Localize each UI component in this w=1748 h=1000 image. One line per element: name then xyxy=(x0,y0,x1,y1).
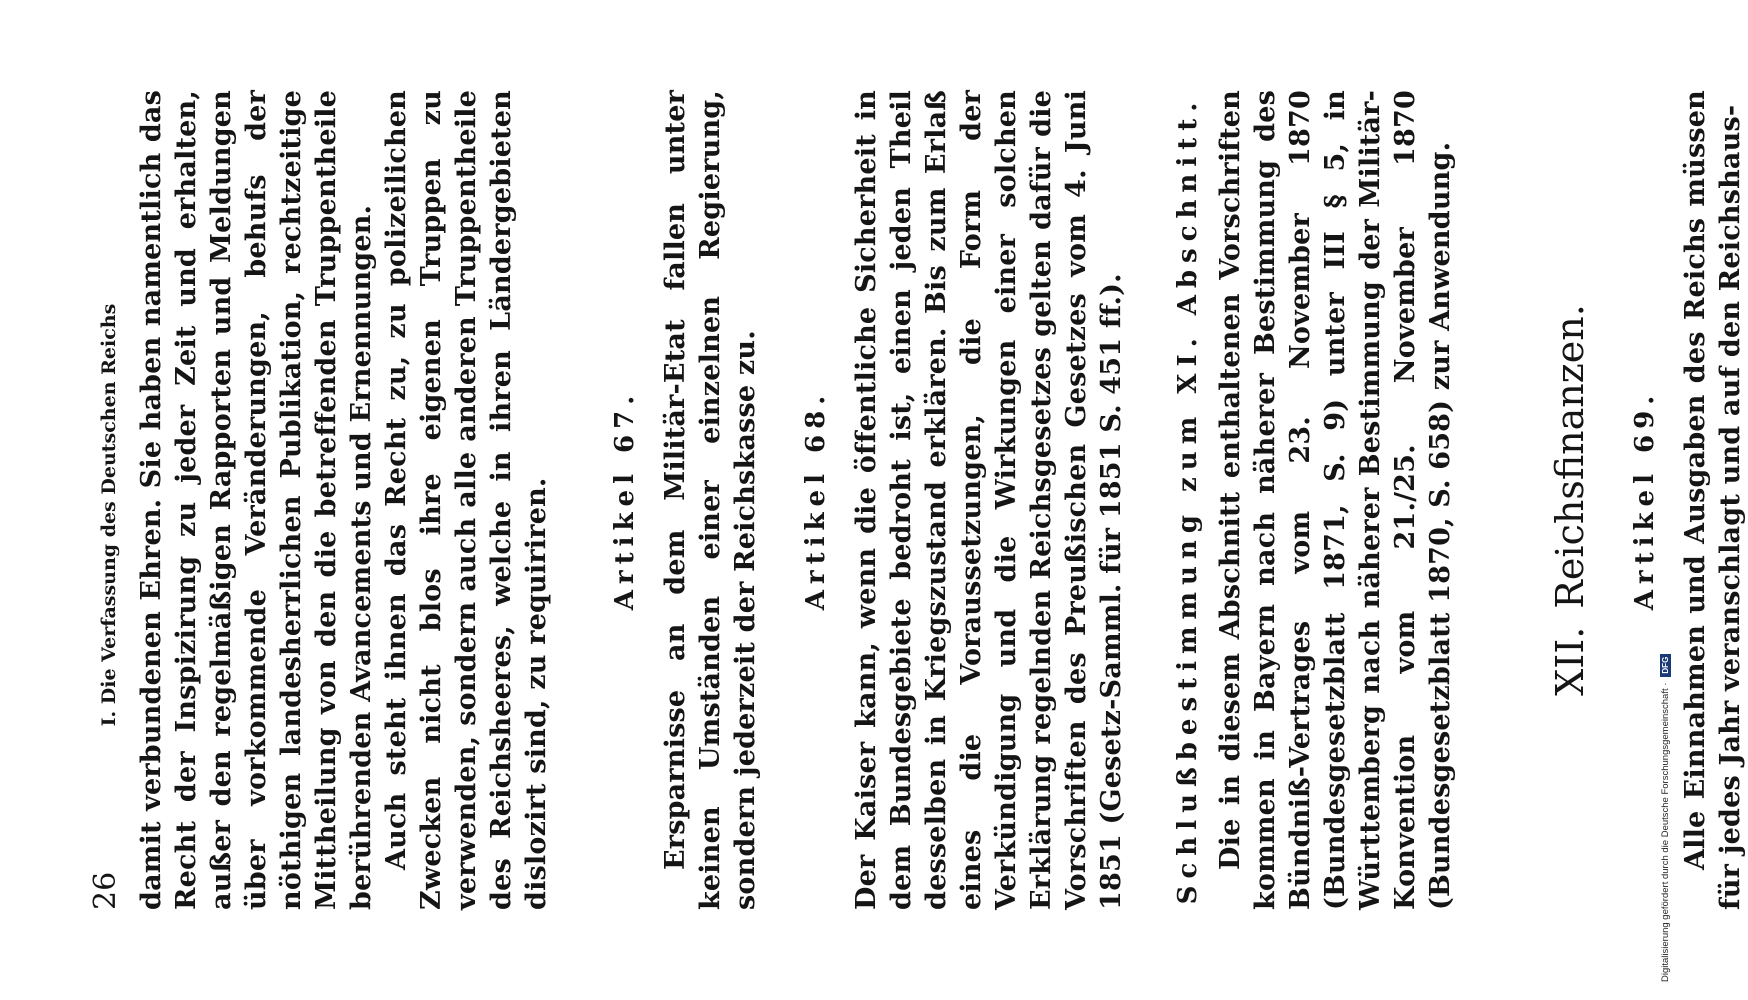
section-xii-title xyxy=(1548,90,1592,910)
page-number: 26 xyxy=(88,871,123,910)
section-xii-name: Reichsfinanzen. xyxy=(1548,304,1592,609)
page-header xyxy=(88,90,134,910)
credit-text: Digitalisierung gefördert durch die Deutsche Forschungsgemeinschaft · xyxy=(1660,682,1671,982)
article-67-text: Ersparnisse an dem Militär-Etat fallen unter keinen Umständen einer einzelnen Regierung, sondern jederzeit der Reichskasse zu. xyxy=(660,90,761,910)
digitization-credit xyxy=(1660,654,1671,982)
article-68-body xyxy=(849,90,1129,910)
final-provision-heading: Schlußbestimmung zum XI. Abschnitt. xyxy=(1173,95,1203,905)
article-68-text: Der Kaiser kann, wenn die öffentliche Sicherheit in dem Bundesgebiete bedroht ist, einen jeden Theil desselben in Kriegszustand erklären. Bis zum Erlaß eines die Voraussetzungen, die Form der Verkündigung und die Wirkungen einer solchen Erklärung regelnden Reichsgesetzes gelten dafür die Vorschriften des Preußischen Gesetzes vom 4. Juni 1851 (Gesetz-Samml. für 1851 S. 451 ff.). xyxy=(851,90,1127,910)
article-67-body xyxy=(658,90,763,910)
section-xii-numeral: XII. xyxy=(1548,626,1592,696)
dfg-logo: DFG xyxy=(1660,654,1671,677)
article-69-text: Alle Einnahmen und Ausgaben des Reichs müssen für jedes Jahr veranschlagt und auf den Reichshaus- xyxy=(1680,90,1746,910)
article-69-body xyxy=(1678,90,1748,910)
paragraph-police-purposes: Auch steht ihnen das Recht zu, zu polizeilichen Zwecken nicht blos ihre eigenen Truppen zu verwenden, sondern auch alle anderen Truppentheile des Reichsheeres, welche in ihren Ländergebieten dislozirt sind, zu requiriren. xyxy=(381,90,552,910)
final-provision-text: Die in diesem Abschnitt enthaltenen Vorschriften kommen in Bayern nach näherer Bestimmung des Bündniß-Vertrages vom 23. November 1870 (Bundesgesetzblatt 1871, S. 9) unter III § 5, in Württemberg nach näherer Bestimmung der Militär-Konvention vom 21./25. November 1870 (Bundesgesetzblatt 1870, S. 658) zur Anwendung. xyxy=(1215,90,1456,910)
body-text xyxy=(134,90,554,910)
running-title: I. Die Verfassung des Deutschen Reichs xyxy=(98,303,120,727)
article-68-heading: Artikel 68. xyxy=(801,389,831,611)
article-67-heading: Artikel 67. xyxy=(610,389,640,611)
article-69-heading: Artikel 69. xyxy=(1630,389,1660,611)
final-provision-body xyxy=(1213,90,1458,910)
paragraph-continuation: damit verbundenen Ehren. Sie haben namentlich das Recht der Inspizirung zu jeder Zeit und erhalten, außer den regelmäßigen Rapporten und Meldungen über vorkommende Veränderungen, behufs der nöthigen landesherrlichen Publikation, rechtzeitige Mittheilung von den die betreffenden Truppentheile berührenden Avancements und Ernennungen. xyxy=(136,90,377,910)
